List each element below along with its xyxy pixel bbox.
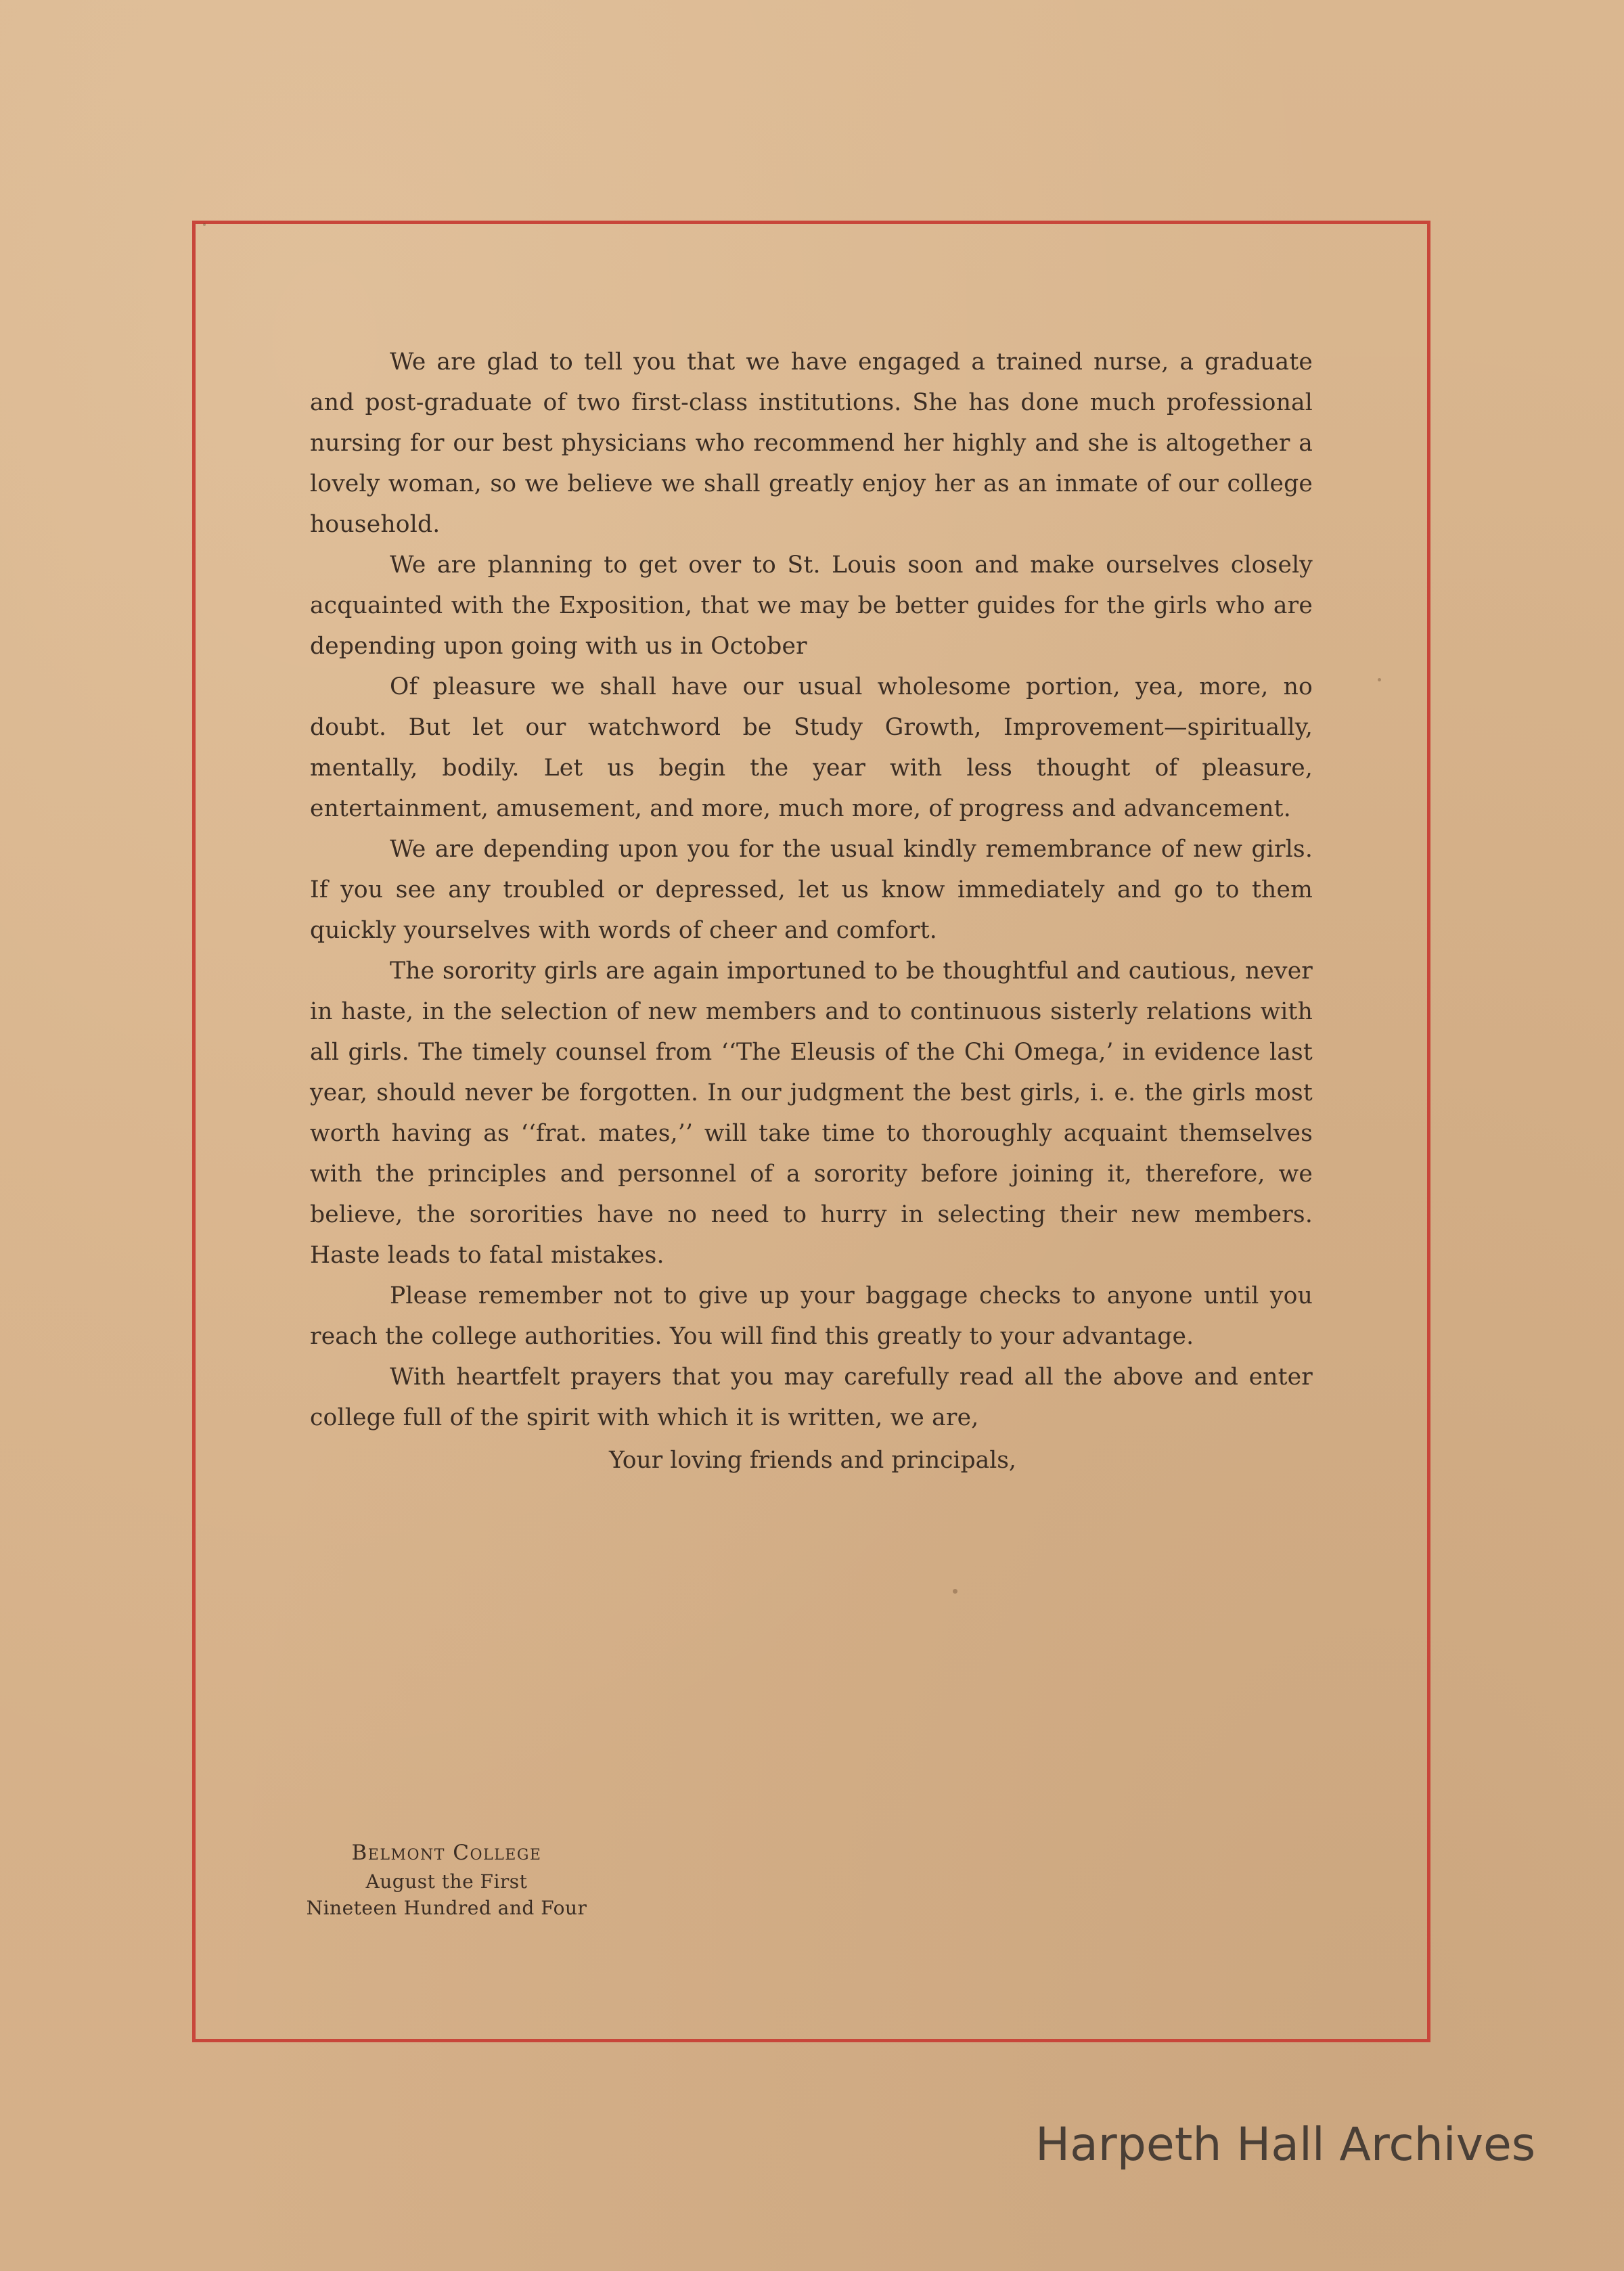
closing-line: Your loving friends and principals, [609,1447,1016,1474]
paragraph-prayers: With heartfelt prayers that you may carefully read all the above and enter college full of the spirit with which it is written, we are, [310,1364,1313,1431]
paper-speck [953,1589,957,1594]
paper-speck [1378,678,1381,681]
paragraph-nurse: We are glad to tell you that we have engaged a trained nurse, a graduate and post-graduate of two first-class institutions. She has done much professional nursing for our best physicians who recommend her highly and she is altogether a lovely woman, so we believe we shall greatly enjoy her as an inmate of our college household. [310,348,1313,538]
paragraph-baggage: Please remember not to give up your baggage checks to anyone until you reach the college authorities. You will find this greatly to your advantage. [310,1282,1313,1350]
letter-body [310,342,1313,1438]
paragraph-pleasure: Of pleasure we shall have our usual wholesome portion, yea, more, no doubt. But let our watchword be Study Growth, Improvement—spiritually, mentally, bodily. Let us begin the year with less thought of pleasure, entertainment, amusement, and more, much more, of progress and advancement. [310,673,1313,822]
paragraph-st-louis: We are planning to get over to St. Louis soon and make ourselves closely acquainted with the Exposition, that we may be better guides for the girls who are depending upon going with us in October [310,552,1313,660]
paragraph-sorority: The sorority girls are again importuned to be thoughtful and cautious, never in haste, in the selection of new members and to continuous sisterly relations with all girls. The timely counsel from ‘‘The Eleusis of the Chi Omega,’ in evidence last year, should never be forgotten. In our judgment the best girls, i. e. the girls most worth having as ‘‘frat. mates,’’ will take time to thoroughly acquaint themselves with the principles and personnel of a sorority before joining it, therefore, we believe, the sororities have no need to hurry in selecting their new members. Haste leads to fatal mistakes. [310,958,1313,1269]
archive-watermark: Harpeth Hall Archives [1035,2118,1536,2172]
signature-name: Belmont College [351,1841,542,1865]
signature-date: August the First [365,1870,528,1893]
signature-block [291,1837,602,1921]
paper-speck [203,223,206,226]
signature-year: Nineteen Hundred and Four [306,1897,587,1919]
paragraph-new-girls: We are depending upon you for the usual kindly remembrance of new girls. If you see any troubled or depressed, let us know immediately and go to them quickly yourselves with words of cheer and comfort. [310,836,1313,944]
